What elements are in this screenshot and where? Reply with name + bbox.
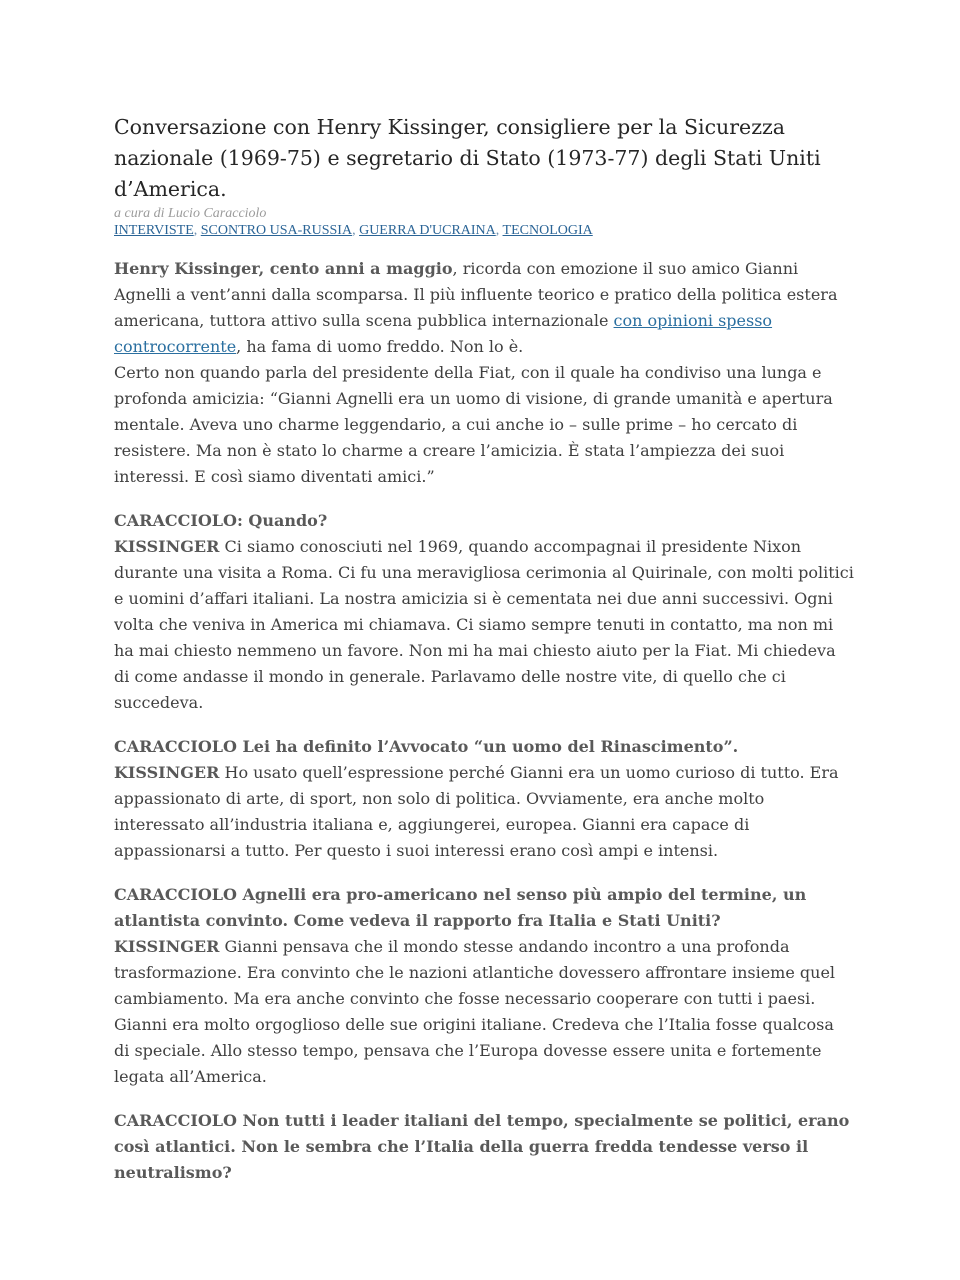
question-speaker: CARACCIOLO: [114, 737, 237, 756]
article: [114, 112, 854, 1186]
intro-paragraph: [114, 256, 854, 360]
question-text: : Quando?: [236, 511, 328, 530]
answer-speaker: KISSINGER: [114, 937, 220, 956]
intro-lead-rest: , ricorda con emozione il suo amico Gianni Agnelli a vent’anni dalla scomparsa. Il più influente teorico e pratico della politica estera americana, tuttora attivo sulla scena pubblica internazionale: [114, 259, 838, 330]
qa-block: [114, 508, 854, 716]
answer-speaker: KISSINGER: [114, 763, 220, 782]
question: [114, 1108, 854, 1186]
answer-text: Gianni pensava che il mondo stesse andando incontro a una profonda trasformazione. Era convinto che le nazioni atlantiche dovessero affrontare insieme quel cambiamento. Ma era anche convinto che fosse necessario cooperare con tutti i paesi. Gianni era molto orgoglioso delle sue origini italiane. Credeva che l’Italia fosse qualcosa di speciale. Allo stesso tempo, pensava che l’Europa dovesse essere unita e fortemente legata all’America.: [114, 937, 836, 1086]
qa-block: [114, 882, 854, 1090]
tag-tecnologia[interactable]: TECNOLOGIA: [502, 223, 593, 238]
tag-interviste[interactable]: INTERVISTE: [114, 223, 194, 238]
intro-paragraph-2: Certo non quando parla del presidente della Fiat, con il quale ha condiviso una lunga e profonda amicizia: “Gianni Agnelli era un uomo di visione, di grande umanità e apertura mentale. Aveva uno charme leggendario, a cui anche io – sulle prime – ho cercato di resistere. Ma non è stato lo charme a creare l’amicizia. È stata l’ampiezza dei suoi interessi. E così siamo diventati amici.”: [114, 363, 833, 486]
answer-speaker: KISSINGER: [114, 537, 220, 556]
answer: [114, 934, 854, 1090]
question-text: Non tutti i leader italiani del tempo, specialmente se politici, erano così atlantici. Non le sembra che l’Italia della guerra fredda tendesse verso il neutralismo?: [114, 1111, 850, 1182]
question-text: Agnelli era pro-americano nel senso più ampio del termine, un atlantista convinto. Come vedeva il rapporto fra Italia e Stati Uniti?: [114, 885, 807, 930]
question: [114, 734, 854, 760]
question-speaker: CARACCIOLO: [114, 511, 237, 530]
answer-text: Ho usato quell’espressione perché Gianni era un uomo curioso di tutto. Era appassionato di arte, di sport, non solo di politica. Ovviamente, era anche molto interessato all’industria italiana e, aggiungerei, europea. Gianni era capace di appassionarsi a tutto. Per questo i suoi interessi erano così ampi e intensi.: [114, 763, 839, 860]
intro-after-link: , ha fama di uomo freddo. Non lo è.: [236, 337, 524, 356]
article-byline: a cura di Lucio Caracciolo: [114, 206, 267, 221]
answer: [114, 534, 854, 716]
qa-block: [114, 734, 854, 864]
qa-block: [114, 1108, 854, 1186]
tag-list: INTERVISTE, SCONTRO USA-RUSSIA, GUERRA D'UCRAINA, TECNOLOGIA: [114, 223, 593, 238]
question: [114, 882, 854, 934]
article-title: Conversazione con Henry Kissinger, consigliere per la Sicurezza nazionale (1969-75) e segretario di Stato (1973-77) degli Stati Uniti d’America.: [114, 115, 821, 201]
question: [114, 508, 854, 534]
question-speaker: CARACCIOLO: [114, 1111, 237, 1130]
tag-guerra-ucraina[interactable]: GUERRA D'UCRAINA: [359, 223, 496, 238]
answer-text: Ci siamo conosciuti nel 1969, quando accompagnai il presidente Nixon durante una visita a Roma. Ci fu una meravigliosa cerimonia al Quirinale, con molti politici e uomini d’affari italiani. La nostra amicizia si è cementata nei due anni successivi. Ogni volta che veniva in America mi chiamava. Ci siamo sempre tenuti in contatto, ma non mi ha mai chiesto nemmeno un favore. Non mi ha mai chiesto aiuto per la Fiat. Mi chiedeva di come andasse il mondo in generale. Parlavamo delle nostre vite, di quello che ci succedeva.: [114, 537, 854, 712]
answer: [114, 760, 854, 864]
tag-scontro-usa-russia[interactable]: SCONTRO USA-RUSSIA: [200, 223, 353, 238]
opinions-link[interactable]: con opinioni spesso controcorrente: [114, 311, 773, 356]
question-text: Lei ha definito l’Avvocato “un uomo del Rinascimento”.: [236, 737, 739, 756]
question-speaker: CARACCIOLO: [114, 885, 237, 904]
intro-lead: Henry Kissinger, cento anni a maggio: [114, 259, 453, 278]
